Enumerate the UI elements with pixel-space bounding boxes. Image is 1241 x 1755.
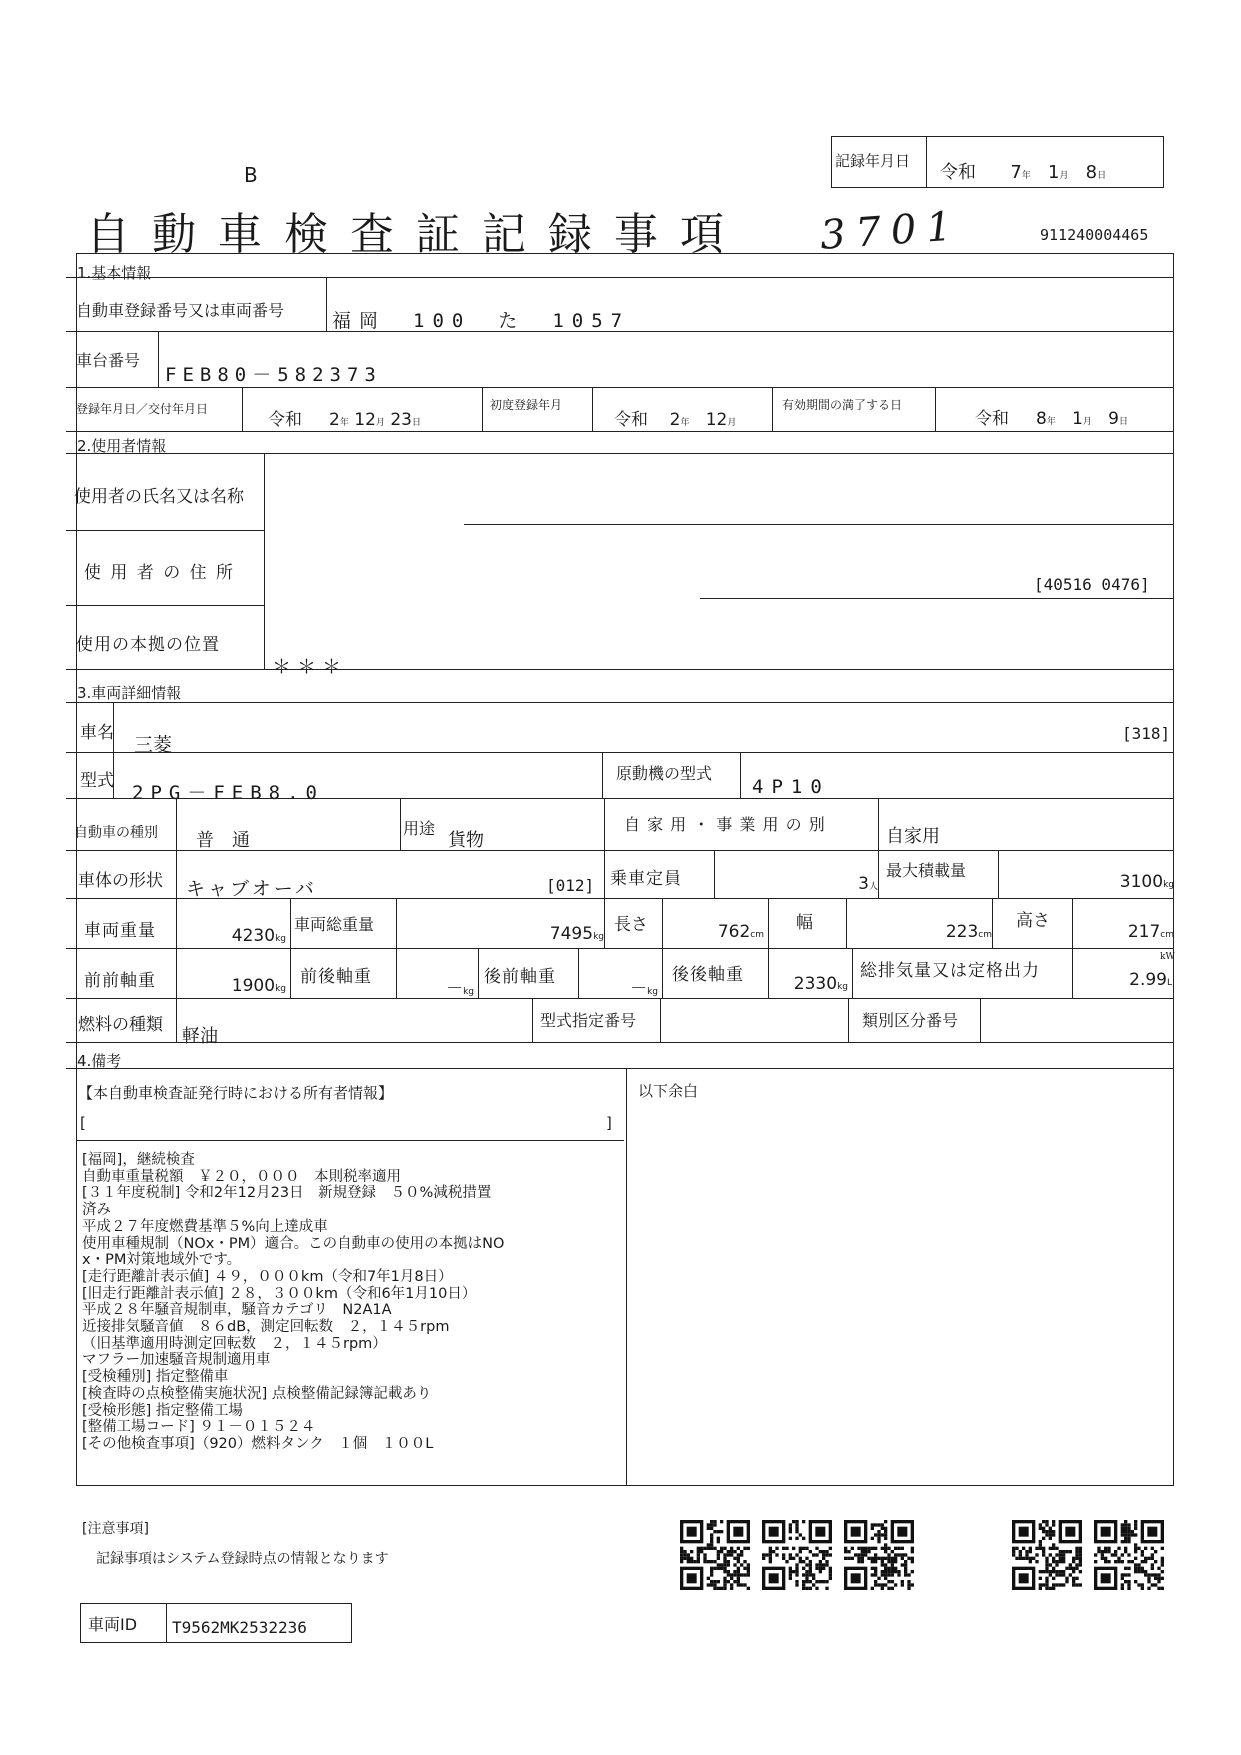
divider [626,1068,627,1486]
rr-axle-value: 2330kg [793,974,848,994]
gross-value: 7495kg [549,924,604,944]
engine-value: 4P10 [752,776,830,798]
qr-code-4 [1012,1520,1082,1590]
section-remarks: 4.備考 [77,1052,122,1070]
car-name-label: 車名 [80,723,114,743]
reg-number-label: 自動車登録番号又は車両番号 [76,301,285,320]
divider [158,331,159,387]
fuel-label: 燃料の種類 [78,1015,163,1035]
model-value: 2PG－FEB8.0 [132,782,324,804]
reg-number-value: 福岡 100 た 1057 [332,310,631,332]
user-base-label: 使用の本拠の位置 [76,635,220,655]
user-address-label: 使 用 者 の 住 所 [84,563,236,583]
divider [662,898,663,948]
divider [700,598,1174,599]
height-label: 高さ [1016,911,1050,931]
divider [66,752,1174,753]
divider [604,850,605,898]
remarks-text: [福岡]，継続検査 自動車重量税額 ￥２０，０００ 本則税率適用 [３１年度税制] 令和2年12月23日 新規登録 ５０%減税措置 済み 平成２７年度燃費基準５%向上達成車 使用車種規制（NOx・PM）適合。この自動車の使用の本拠はNO x・PM対策地域外です。 [走行距離計表示値] ４９，０００km（令和7年1月8日） [旧走行距離計表示値] ２８，３００km（令和6年1月10日） 平成２８年騒音規制車，騒音カテゴリ N2A1A 近接排気騒音値 ８６dB，測定回転数 ２，１４５rpm （旧基準適用時測定回転数 ２，１４５rpm） マフラー加速騒音規制適用車 [受検種別] 指定整備車 [検査時の点検整備実施状況] 点検整備記録簿記載あり [受検形態] 指定整備工場 [整備工場コード] ９１－０１５２４ [その他検査事項]（920）燃料タンク １個 １００L [82,1152,505,1452]
divider [1072,898,1073,948]
divider [740,752,741,798]
bracket-close: ] [606,1114,612,1132]
divider [878,850,879,898]
divider [66,277,1174,278]
chassis-value: FEB80－582373 [165,364,382,386]
divider [604,798,605,850]
body-label: 車体の形状 [78,871,163,891]
divider [113,702,114,752]
record-date-divider [926,136,927,188]
divider [66,702,1174,703]
body-code: [012] [546,876,595,895]
user-address-code: [40516 0476] [1034,575,1150,594]
regdate-label: 登録年月日／交付年月日 [76,402,209,416]
page-title: 自 動 車 検 査 証 記 録 事 項 [86,209,728,260]
rr-axle-label: 後後軸重 [672,965,744,985]
qr-code-1 [680,1520,750,1590]
divider [66,605,264,606]
divider [66,898,1174,899]
divider [878,798,879,850]
document-number: 911240004465 [1040,226,1149,244]
section-user: 2.使用者情報 [77,437,167,455]
first-reg-label: 初度登録年月 [490,398,563,412]
divider [66,1042,1174,1043]
divider [242,387,243,431]
notes-title: [注意事項] [82,1521,149,1537]
divider [66,530,264,531]
maxload-label: 最大積載量 [886,861,967,880]
divider [1072,948,1073,998]
divider [66,387,1174,388]
fuel-value: 軽油 [182,1026,218,1047]
notes-text: 記録事項はシステム登録時点の情報となります [96,1551,389,1567]
divider [290,898,291,948]
divider [482,387,483,431]
width-label: 幅 [796,913,813,933]
divider [768,898,769,948]
bracket-open: [ [80,1114,86,1132]
divider [166,1603,167,1643]
divider [532,998,533,1042]
divider [714,850,715,898]
length-value: 762cm [717,922,764,942]
divider [264,453,265,669]
divider [176,798,177,850]
divider [772,387,773,431]
divider [396,898,397,948]
record-date-value: 令和 7年 1月 8日 [940,162,1107,183]
divider [76,1140,624,1141]
category-label: 類別区分番号 [862,1011,959,1030]
body-value: キャブオーバ [186,878,317,900]
record-date-label: 記録年月日 [835,152,911,170]
divider [66,669,1174,670]
height-value: 217cm [1127,922,1174,942]
car-name-code: [318] [1122,724,1171,743]
fr-axle-value: －kg [446,979,474,999]
divider [176,948,177,998]
kind-label: 自動車の種別 [74,825,158,841]
first-reg-value: 令和 2年 12月 [614,410,737,430]
divider [66,1068,1174,1069]
divider [66,998,1174,999]
divider [113,752,114,798]
divider [592,387,593,431]
displacement-unit-kw: kW [1160,952,1175,962]
qr-code-5 [1094,1520,1164,1590]
divider [66,331,1174,332]
owner-info-header: 【本自動車検査証発行時における所有者情報】 [78,1084,394,1102]
car-name-value: 三菱 [134,734,173,756]
ff-axle-label: 前前軸重 [84,971,156,991]
maxload-value: 3100kg [1119,872,1174,892]
divider [66,948,1174,949]
regdate-value: 令和 2年 12月 23日 [268,410,421,430]
divider [66,850,1174,851]
divider [176,898,177,948]
divider [176,850,177,898]
handwritten-number: 3701 [818,203,964,259]
private-label: 自 家 用 ・ 事 業 用 の 別 [624,815,826,834]
expiry-value: 令和 8年 1月 9日 [975,409,1128,429]
divider [848,998,849,1042]
divider [66,431,1174,432]
ff-axle-value: 1900kg [231,976,286,996]
length-label: 長さ [614,915,648,935]
expiry-label: 有効期間の満了する日 [782,398,903,412]
vehicle-id-label: 車両ID [88,1615,138,1634]
chassis-label: 車台番号 [76,351,141,370]
divider [578,948,579,998]
private-value: 自家用 [886,826,940,847]
qr-code-3 [844,1520,914,1590]
divider [396,948,397,998]
section-vehicle: 3.車両詳細情報 [77,684,182,702]
divider [604,898,605,948]
letter-b: B [244,163,258,187]
weight-value: 4230kg [231,926,286,946]
divider [662,948,663,998]
vehicle-id-value: T9562MK2532236 [172,1618,307,1637]
divider [478,948,479,998]
displacement-value: 2.99L [1129,970,1172,990]
qr-code-2 [762,1520,832,1590]
divider [992,898,993,948]
section-basic: 1.基本情報 [77,264,152,282]
divider [660,998,661,1042]
remarks-right-note: 以下余白 [638,1082,699,1100]
use-label: 用途 [403,819,436,838]
divider [935,387,936,431]
divider [602,752,603,798]
fr-axle-label: 前後軸重 [300,967,372,987]
divider [176,998,177,1042]
divider [400,798,401,850]
divider [326,277,327,331]
gross-label: 車両総重量 [294,915,375,934]
divider [768,948,769,998]
model-label: 型式 [80,771,114,791]
user-name-label: 使用者の氏名又は名称 [74,487,244,507]
user-base-value: ＊＊＊ [272,656,348,678]
divider [980,998,981,1042]
rf-axle-value: －kg [630,979,658,999]
kind-value: 普 通 [196,830,250,851]
divider [846,898,847,948]
divider [66,798,1174,799]
width-value: 223cm [945,922,992,942]
capacity-value: 3人 [858,874,878,894]
divider [464,524,1174,525]
displacement-label: 総排気量又は定格出力 [860,961,1040,981]
rf-axle-label: 後前軸重 [484,967,556,987]
engine-label: 原動機の型式 [616,764,713,783]
typedes-label: 型式指定番号 [540,1011,637,1030]
use-value: 貨物 [448,830,484,851]
capacity-label: 乗車定員 [610,869,682,889]
divider [998,850,999,898]
weight-label: 車両重量 [84,921,156,941]
divider [66,453,1174,454]
divider [290,948,291,998]
divider [852,948,853,998]
